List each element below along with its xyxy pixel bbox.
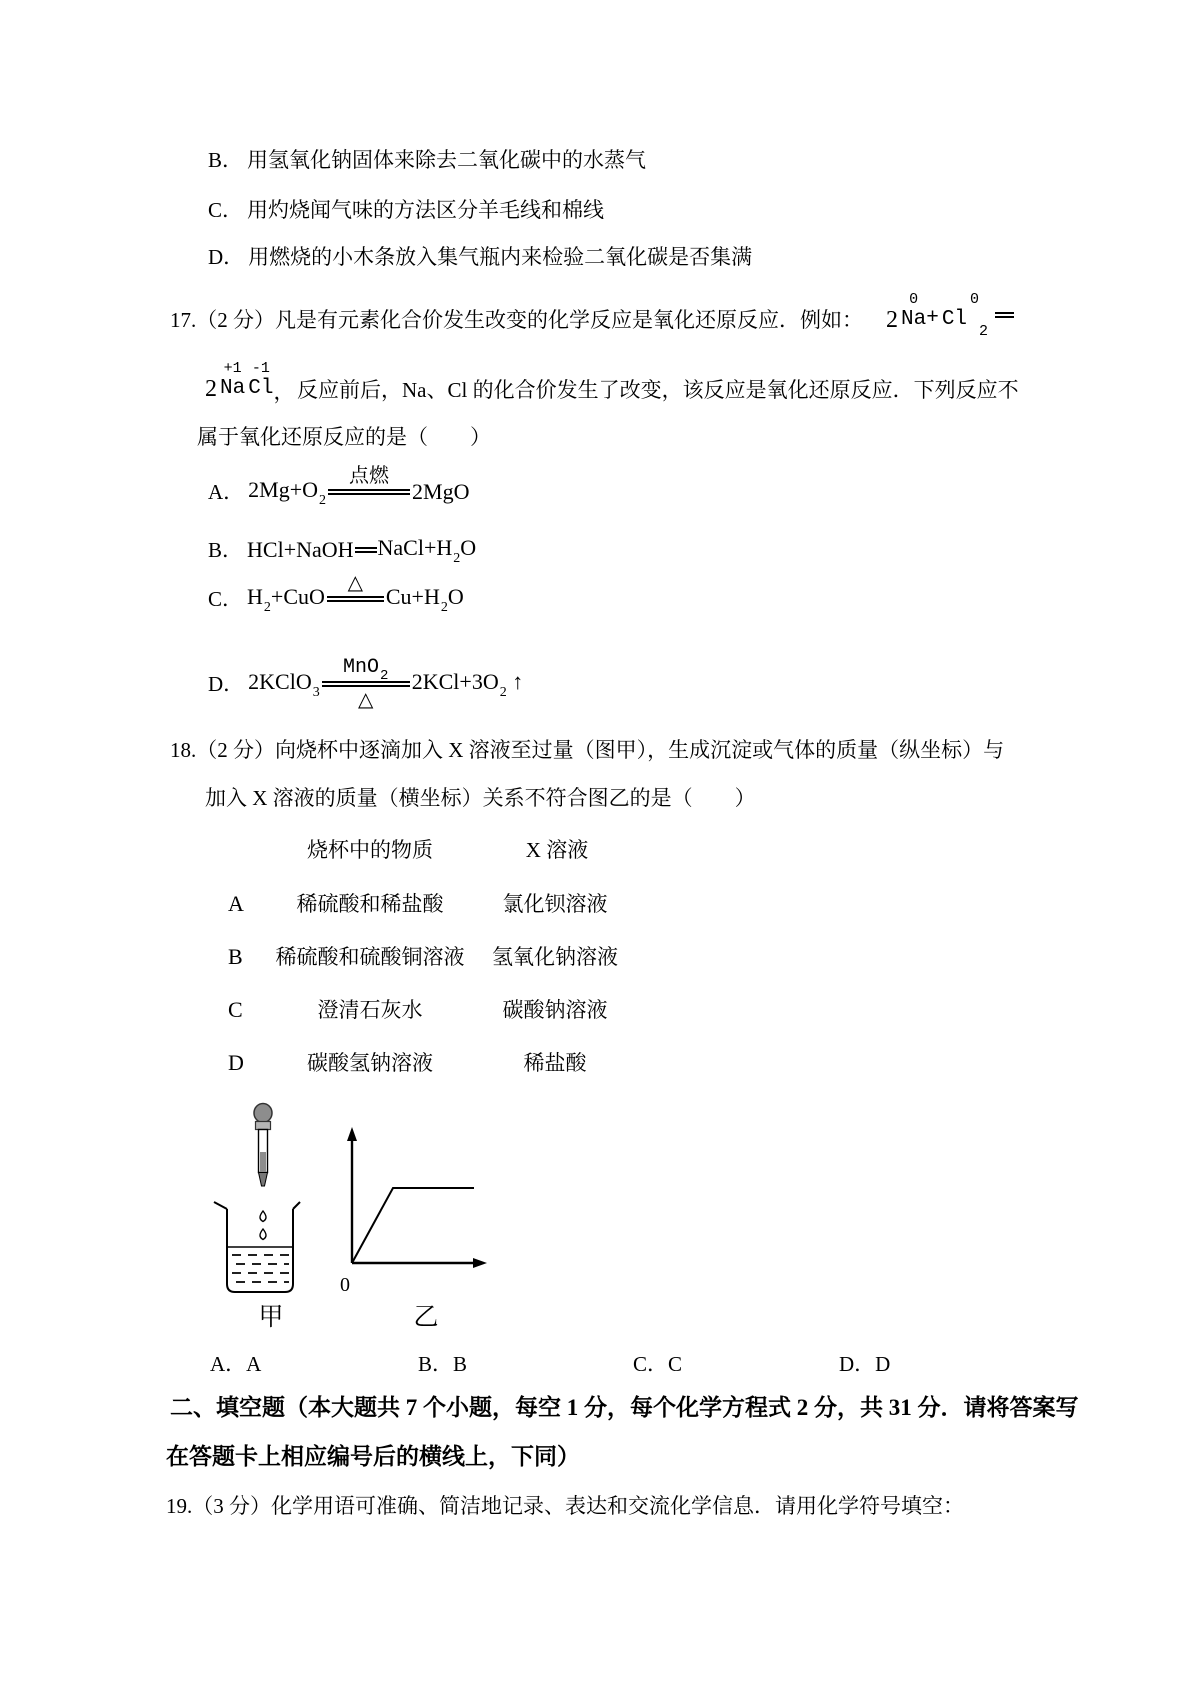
q16-option-c-label: C． bbox=[208, 198, 244, 222]
equation-rhs: $Cu+H_2O$ bbox=[385, 584, 464, 615]
q17-option-c bbox=[208, 570, 464, 628]
cl-with-oxidation-number: 0 Cl bbox=[941, 291, 980, 331]
cl-with-oxidation-number: -1 Cl bbox=[248, 360, 274, 400]
equation-rhs: $2KCl+3O_2$ ↑ bbox=[411, 669, 524, 700]
reaction-condition-stack bbox=[328, 463, 410, 521]
comma: ， bbox=[273, 380, 295, 404]
q16-option-c-text: 用灼烧闻气味的方法区分羊毛线和棉线 bbox=[247, 198, 605, 222]
figure-label-jia: 甲 bbox=[258, 1304, 284, 1331]
option-label: B． bbox=[208, 538, 244, 562]
equals-double-line bbox=[328, 489, 410, 495]
q17-continuation: 反应前后，Na、Cl 的化合价发生了改变，该反应是氧化还原反应．下列反应不 bbox=[297, 378, 1019, 402]
equation-rhs: $NaCl+H_2O$ bbox=[377, 535, 477, 566]
q17-example-formula-2 bbox=[205, 361, 294, 406]
q16-option-b-label: B． bbox=[208, 148, 244, 172]
beaker-icon bbox=[214, 1202, 300, 1292]
section2-heading-line1: 二、填空题（本大题共 7 个小题，每空 1 分，每个化学方程式 2 分，共 31 分．请将答案写 bbox=[170, 1395, 1079, 1420]
figure-label-yi: 乙 bbox=[413, 1304, 439, 1331]
equals-double-line bbox=[355, 547, 377, 553]
q18-row-c-key: C bbox=[228, 997, 243, 1022]
plus-sign: + bbox=[926, 307, 939, 330]
q16-option-d-text: 用燃烧的小木条放入集气瓶内来检验二氧化碳是否集满 bbox=[248, 245, 753, 269]
dropper-icon bbox=[254, 1104, 272, 1187]
q18-row-c-c2: 碳酸钠溶液 bbox=[502, 998, 608, 1022]
q18-answer-c: C．C bbox=[633, 1352, 683, 1376]
q16-option-d-label: D． bbox=[208, 245, 245, 269]
delta-triangle-icon: △ bbox=[347, 572, 364, 594]
graph-origin-label: 0 bbox=[340, 1274, 350, 1296]
cl-subscript: 2 bbox=[979, 323, 989, 340]
q18-row-c-c1: 澄清石灰水 bbox=[317, 998, 423, 1022]
equals-double-line bbox=[995, 312, 1014, 318]
option-label: D． bbox=[208, 672, 245, 696]
reaction-condition-stack bbox=[322, 655, 410, 713]
delta-triangle-icon: △ bbox=[358, 689, 374, 711]
option-label: C． bbox=[208, 587, 244, 611]
liquid-drops bbox=[260, 1211, 266, 1240]
section2-heading-line2: 在答题卡上相应编号后的横线上，下同） bbox=[166, 1444, 580, 1469]
q18-table-header-col1: 烧杯中的物质 bbox=[307, 838, 433, 862]
equation-lhs: 2KClO$_3$ bbox=[248, 669, 320, 700]
q18-row-d-c1: 碳酸氢钠溶液 bbox=[307, 1051, 433, 1075]
q17-line3: 属于氧化还原反应的是（ ） bbox=[197, 425, 491, 449]
na-with-oxidation-number: +1 Na bbox=[220, 360, 246, 400]
q19-lead: 19.（3 分）化学用语可准确、简洁地记录、表达和交流化学信息．请用化学符号填空： bbox=[166, 1494, 964, 1518]
q18-table-header-col2: X 溶液 bbox=[525, 838, 589, 862]
equation-rhs: 2MgO bbox=[412, 479, 470, 504]
na-with-oxidation-number: 0 Na bbox=[901, 291, 927, 331]
q18-row-b-key: B bbox=[228, 944, 243, 969]
q17-option-d bbox=[208, 655, 523, 713]
q18-lead: 18.（2 分）向烧杯中逐滴加入 X 溶液至过量（图甲），生成沉淀或气体的质量（纵坐标）与 bbox=[170, 738, 1005, 762]
y-axis-arrowhead bbox=[347, 1127, 357, 1141]
q17-lead: 17.（2 分）凡是有元素化合价发生改变的化学反应是氧化还原反应．例如： bbox=[170, 308, 863, 332]
q18-row-d-c2: 稀盐酸 bbox=[523, 1051, 587, 1075]
coefficient: 2 bbox=[886, 307, 898, 333]
q18-answer-b: B．B bbox=[418, 1352, 468, 1376]
q18-answer-d: D．D bbox=[839, 1352, 891, 1376]
q18-row-a-key: A bbox=[228, 891, 244, 916]
q16-option-b-text: 用氢氧化钠固体来除去二氧化碳中的水蒸气 bbox=[247, 148, 647, 172]
q17-option-b bbox=[208, 536, 476, 564]
equation-lhs: $H_2+CuO$ bbox=[247, 584, 325, 615]
catalyst-mno2: MnO$_2$ bbox=[343, 656, 389, 684]
equals-double-line bbox=[327, 596, 384, 602]
q18-row-b-c2: 氢氧化钠溶液 bbox=[492, 945, 618, 969]
q17-option-a bbox=[208, 463, 469, 521]
graph-curve bbox=[352, 1188, 474, 1263]
q18-answer-a: A．A bbox=[210, 1352, 262, 1376]
q18-row-b-c1: 稀硫酸和硫酸铜溶液 bbox=[275, 945, 465, 969]
q16-option-c bbox=[208, 198, 604, 222]
equation-lhs: $2Mg+O_2$ bbox=[248, 477, 327, 508]
condition-above: 点燃 bbox=[349, 465, 390, 487]
liquid-dashes bbox=[232, 1255, 289, 1282]
option-label: A． bbox=[208, 480, 245, 504]
reaction-condition-stack bbox=[327, 570, 384, 628]
x-axis-arrowhead bbox=[473, 1258, 487, 1268]
graph-axes bbox=[352, 1139, 476, 1263]
q17-example-formula-1 bbox=[886, 292, 1014, 340]
q18-row-a-c1: 稀硫酸和稀盐酸 bbox=[296, 892, 444, 916]
q16-option-d bbox=[208, 245, 752, 269]
q18-line2: 加入 X 溶液的质量（横坐标）关系不符合图乙的是（ ） bbox=[205, 786, 756, 810]
gas-up-arrow-icon: ↑ bbox=[512, 669, 524, 694]
q16-option-b bbox=[208, 148, 646, 172]
q18-row-d-key: D bbox=[228, 1050, 244, 1075]
q18-row-a-c2: 氯化钡溶液 bbox=[502, 892, 608, 916]
q18-figure bbox=[195, 1095, 515, 1340]
coefficient: 2 bbox=[205, 376, 217, 402]
equation-lhs: HCl+NaOH bbox=[247, 537, 354, 562]
